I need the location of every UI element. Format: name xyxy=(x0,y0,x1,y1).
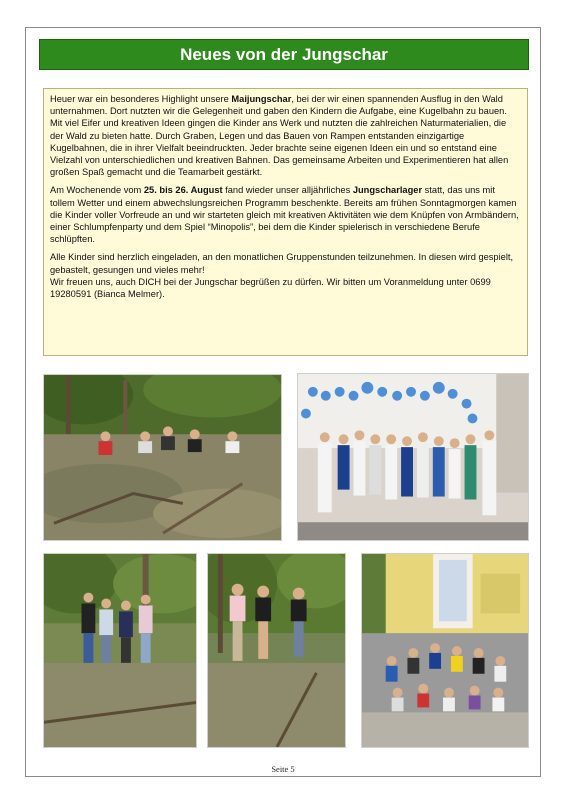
paragraph-jungscharlager xyxy=(50,184,521,245)
paragraph-invitation xyxy=(50,251,521,300)
p2-text-start: Am Wochenende vom xyxy=(50,185,144,196)
photo-camp-group-indoor xyxy=(297,373,529,541)
p3-line-2: Wir freuen uns, auch DICH bei der Jungschar begrüßen zu dürfen. Wir bitten um Voranmeldung unter 0699 19280591 (Bianca Melmer). xyxy=(50,276,491,300)
page-number: Seite 5 xyxy=(271,764,295,774)
photo-forest-group-sitting xyxy=(43,374,282,541)
p1-bold-maijungschar: Maijungschar xyxy=(231,94,292,104)
p1-text-end: , bei der wir einen spannenden Ausflug in den Wald unternahmen. Dort nutzten wir die Gelegenheit und gaben den Kindern die Aufgabe, eine Kugelbahn zu bauen. Mit viel Eifer und kreativen Ideen gingen die Kinder ans Werk und nutzten die zahlreichen Naturmaterialien, die der Wald zu bieten hatte. Durch Graben, Legen und das Bauen von Rampen entstanden einzigartige Kugelbahnen, die in ihrer Vielfalt beeindruckten. Jeder brachte seine eigenen Ideen ein und so entstand eine Vielzahl von unterschiedlichen und kreativen Bahnen. Das gemeinsame Arbeiten und Experimentieren hat allen großen Spaß gemacht und die Teamarbeit gestärkt. xyxy=(50,94,509,178)
page-title: Neues von der Jungschar xyxy=(39,39,529,70)
p2-bold-date: 25. bis 26. August xyxy=(143,185,223,196)
paragraph-maijungschar xyxy=(50,93,521,178)
article-text-box xyxy=(43,88,528,356)
photo-group-pose-house xyxy=(361,553,529,748)
p2-text-end: statt, das uns mit tollem Wetter und einem abwechslungsreichen Programm beschenkte. Bereits am frühen Sonntagmorgen kamen die Kinder voller Vorfreude an und wir starteten gleich mit kreativen Aktivitäten wie dem Knüpfen von Armbändern, einer Schlumpfenparty und dem Spiel “Minopolis”, bei dem die Kinder spielerisch in verschiedene Berufe schlüpften. xyxy=(50,185,519,245)
p2-bold-lager: Jungscharlager xyxy=(352,185,423,196)
document-page xyxy=(25,27,541,777)
p1-text-start: Heuer war ein besonderes Highlight unsere xyxy=(50,94,232,104)
p3-line-1: Alle Kinder sind herzlich eingeladen, an den monatlichen Gruppenstunden teilzunehmen. In diesen wird gespielt, gebastelt, gesungen und vieles mehr! xyxy=(50,252,514,275)
p2-text-middle: fand wieder unser alljährliches xyxy=(222,185,353,196)
photo-forest-girls-group xyxy=(43,553,197,748)
photo-forest-three-girls xyxy=(207,553,346,748)
